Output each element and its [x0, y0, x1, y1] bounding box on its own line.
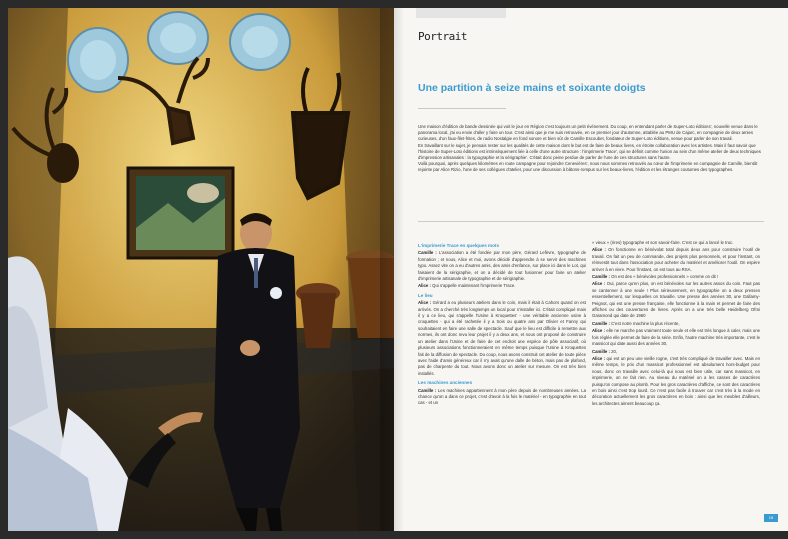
paragraph-text: « vieux » (rires) typographe et son savoir-faire. C'est ce qui a lancé le truc.	[592, 240, 734, 245]
paragraph-text: L'association a été fondée par mon père, Gérard Lefèvre, typographe de formation ; et nous, Alice et moi, avons décidé d'apprendre à se servir des machines typo. Assez vite on a eu d'autres amis, des amis d'enfance, sur place ici dans le Lot, qui faisaient de la sérigraphie, et on a décidé de tout fusionner pour faire un atelier d'imprimerie artisanale de typographie et de sérigraphie.	[418, 250, 586, 282]
paragraph-text: Gérard a eu plusieurs ateliers dans le coin, mais il était à Cahors quand on est arrivés. On a cherché très longtemps un local pour s'installer ici. C'était compliqué mais il y a ce lieu, qui s'appelle l'Usine à Kroquettes' - une véritable ancienne usine à croquettes - qui a été rachetée il y a trois ou quatre ans par Olivier et Fanny qui souhaitaient en faire une salle de spectacle. Sauf que le lieu est difficile à remettre aux normes, ils ont donc revu leur projet il y a deux ans, et nous ont proposé de construire un atelier dans l'Usine et de faire de cet endroit une espèce de pôle associatif, où plusieurs associations fonctionneraient en même temps puisque l'Usine à Kroquettes fait de la diffusion de spectacle. Du coup, nous avons construit cet atelier de toute pièce avec l'aide d'amis généreux car il n'y avait qu'une dalle de béton, mais pas de plafond, pas de charpente du tout. Nous avons donc un atelier sur mesure. On est très bien installés.	[418, 300, 586, 376]
intro-paragraph: Une maison d'édition de bande dessinée qui voit le jour en Région c'est toujours un petit événement. Du coup, en entendant parler de Super-Loto éditions', nouvelle venue dans le panorama local, j'ai eu envie d'aller y faire un tour. C'est ainsi que je me suis retrouvée, en ce premier jour d'automne, attablée au PMU de Cajarc, en compagnie de deux amies curieuses, d'un faux-filet-frites, de radio Nostalgie en fond sonore et bien sûr de Camille Escoubet, fondateur de Super-Loto éditions, venue pour parler de son travail.	[418, 124, 758, 142]
speaker-name: Alice :	[592, 247, 606, 253]
paragraph-text: Les machines appartiennent à mon père depuis de nombreuses années. La chance qu'on a dans ce projet, c'est d'avoir à la fois le matériel - en typographie en tout cas - et un	[418, 387, 586, 406]
interview-paragraph	[592, 321, 760, 327]
speaker-name: Alice :	[418, 283, 431, 289]
paragraph-text: 20,	[611, 348, 618, 354]
intro-paragraph: Voilà pourquoi, après quelques kilomètres en route campagne pour rejoindre Cenevières', nous nous sommes retrouvés au cœur de l'imprimerie en compagnie de Camille, bientôt rejointe par Alice Rizio, l'une de ses collègues d'atelier, pour une discussion à bâtons-rompus sur les beaux-livres, l'édition et les étranges coutumes des typographes.	[418, 161, 758, 173]
intro-paragraph: En travaillant sur le sujet, je pensais rester sur les qualités de cette maison dont le but est de faire de beaux livres, en étroite collaboration avec les artistes. Mais il faut savoir que l'histoire de Super-Loto éditions est intrinsèquement liée à celle d'une autre structure : l'imprimerie Trace', qui se définit comme l'union au sein d'un même atelier de deux techniques d'impression artisanales : la typographie et la sérigraphie'. C'était donc peine perdue de parler de l'une de ces structures sans l'autre.	[418, 142, 761, 161]
portrait-photo	[8, 8, 394, 531]
interview-paragraph	[592, 240, 760, 246]
interview-paragraph	[592, 247, 760, 273]
speaker-name: Camille :	[592, 320, 610, 326]
article-page	[394, 8, 788, 531]
speaker-name: Camille :	[592, 348, 610, 354]
article-intro	[418, 124, 763, 174]
section-label: Portrait	[418, 30, 467, 43]
subsection-heading: Les machines anciennes	[418, 380, 473, 386]
left-column	[418, 240, 586, 408]
article-title: Une partition à seize mains et soixante doigts	[418, 82, 646, 94]
paragraph-text: elle ne marche pas vraiment toute seule et elle est très longue à caler, mais une fois réglée elle permet de faire de la série. Enfin, l'autre machine très importante, c'est le massicot qui date aussi des années 30,	[592, 328, 760, 347]
paragraph-text: Oui, parce qu'en plus, on est bénévoles sur les autres assos du coin. Faut pas se cantonner à une seule ! Plus sérieusement, en typographie on a deux presses essentiellement, sur lesquelles on travaille. Une presse des années 30, une Gallamy-Peignot, qui est une presse française, elle fonctionne à la main et permet de faire des affiches ou des couvertures de livres. Après on a une très belle Heidelberg Ofmi Garamond qui date de 1960	[592, 281, 760, 319]
speaker-name: Alice :	[592, 281, 606, 287]
subsection-heading: Le lieu	[418, 292, 433, 298]
paragraph-text: On fonctionne en bénévolat total depuis deux ans pour construire l'outil de travail. On fait un peu de commande, des projets plus personnels, et pour l'instant, on réinvestit tout dans l'association pour acheter du matériel et améliorer l'outil. On espère arriver à en vivre. Pour l'instant, on est tous au RSA.	[592, 247, 760, 272]
interview-paragraph	[592, 349, 760, 355]
subsection-heading: L'imprimerie Trace en quelques mots	[418, 243, 499, 248]
interview-paragraph	[592, 356, 760, 407]
interview-paragraph	[418, 250, 586, 282]
paragraph-text: On est des « bénévoles professionnels » comme on dit !	[611, 274, 719, 280]
interview-paragraph	[592, 281, 760, 319]
speaker-name: Alice :	[592, 355, 606, 361]
paragraph-text: C'est notre machine la plus récente,	[611, 320, 680, 326]
paragraph-text: Qui s'appelle maintenant l'imprimerie Trace.	[432, 283, 516, 289]
page-gutter	[380, 8, 404, 531]
speaker-name: Alice :	[418, 300, 432, 306]
section-tab	[416, 8, 506, 18]
title-rule	[418, 108, 506, 109]
speaker-name: Camille :	[592, 274, 610, 280]
interview-paragraph	[418, 388, 586, 407]
speaker-name: Camille :	[418, 387, 437, 393]
interview-paragraph	[592, 274, 760, 280]
photo-page	[8, 8, 394, 531]
intro-divider	[418, 221, 764, 222]
interview-paragraph	[418, 283, 586, 289]
speaker-name: Camille :	[418, 250, 437, 256]
interview-paragraph	[418, 300, 586, 377]
right-column	[592, 240, 760, 408]
interview-paragraph	[592, 328, 760, 347]
paragraph-text: qui est un peu une vieille rogne, c'est très compliqué de travailler avec. Mais en même temps, le prix d'un massicot professionnel est absolument hors-budget pour nous, donc on travaille avec celui-là qui nous est bien utile, car sans massicot, en imprimerie, on ne fait rien. Au niveau du matériel on a les casses de caractères puisqu'on compose au plomb. Pour les gros caractères d'affiche, ce sont des caractères en bois ainsi c'est trop lourd. Ce n'est pas facile à trouver car c'est très à la mode en décoration actuellement les gros caractères en bois : ainsi que les meubles d'ailleurs, les architectes aiment beaucoup ça.	[592, 355, 760, 406]
magazine-spread	[8, 8, 780, 531]
speaker-name: Alice :	[592, 328, 606, 334]
page-number: 15	[764, 514, 778, 522]
